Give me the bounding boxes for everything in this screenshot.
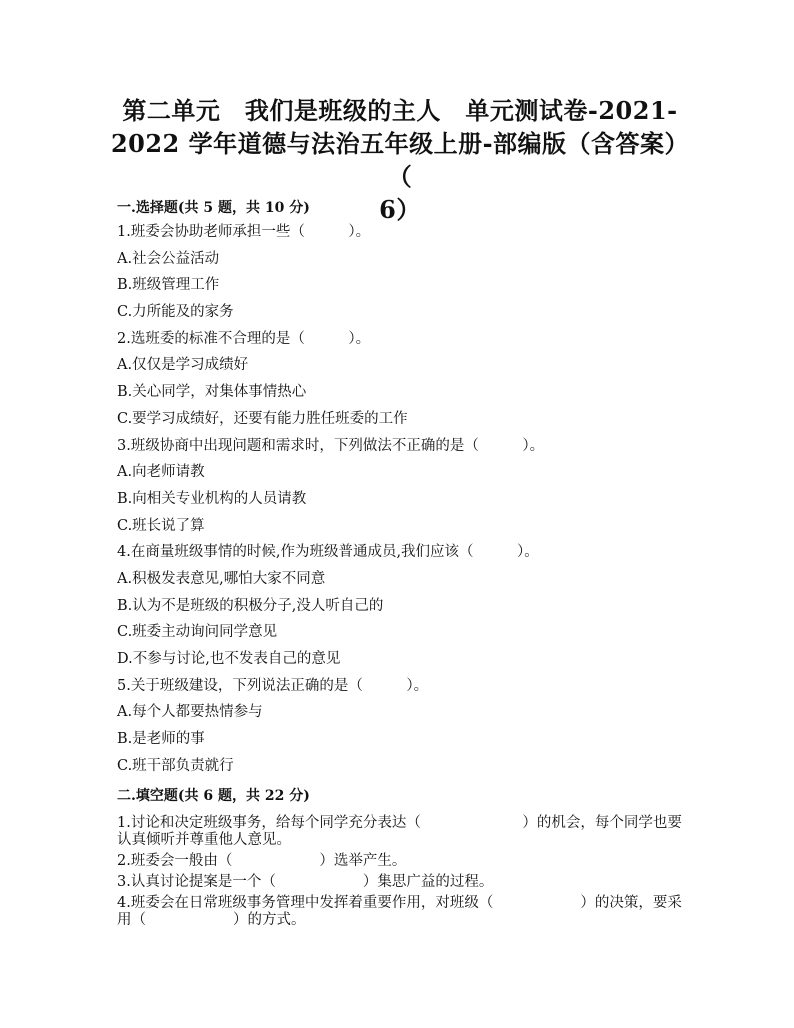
option: A.向老师请教 (117, 464, 205, 481)
option: A.每个人都要热情参与 (117, 704, 263, 721)
question-stem: 1.班委会协助老师承担一些（ ）。 (117, 224, 371, 240)
section-multiple-choice (117, 197, 687, 779)
question-5 (117, 673, 687, 780)
option: C.班干部负责就行 (117, 757, 234, 774)
title-line-1: 第二单元 我们是班级的主人 单元测试卷-2021- (122, 96, 678, 125)
option: C.要学习成绩好，还要有能力胜任班委的工作 (117, 410, 408, 427)
fill-item-4: 4.班委会在日常班级事务管理中发挥着重要作用，对班级（ ）的决策，要采用（ ）的方式。 (117, 895, 682, 929)
option: B.班级管理工作 (117, 277, 220, 294)
fill-item-3: 3.认真讨论提案是一个（ ）集思广益的过程。 (117, 874, 494, 891)
option: A.仅仅是学习成绩好 (117, 357, 249, 374)
option: C.力所能及的家务 (117, 304, 234, 321)
option: A.积极发表意见,哪怕大家不同意 (117, 570, 326, 587)
option: D.不参与讨论,也不发表自己的意见 (117, 651, 341, 667)
question-3 (117, 433, 687, 540)
question-2 (117, 326, 687, 433)
option: C.班长说了算 (117, 517, 205, 534)
question-stem: 2.选班委的标准不合理的是（ ）。 (117, 330, 371, 347)
section-heading: 一.选择题(共 5 题，共 10 分) (117, 200, 310, 216)
document-body (117, 197, 687, 933)
option: C.班委主动询问同学意见 (117, 624, 278, 641)
fill-item-1: 1.讨论和决定班级事务，给每个同学充分表达（ ）的机会，每个同学也要认真倾听并尊重他人意见。 (117, 815, 682, 849)
question-stem: 5.关于班级建设，下列说法正确的是（ ）。 (117, 677, 429, 694)
option: B.认为不是班级的积极分子,没人听自己的 (117, 597, 384, 614)
question-1 (117, 219, 687, 326)
question-4 (117, 539, 687, 672)
option: B.是老师的事 (117, 731, 205, 748)
option: B.关心同学，对集体事情热心 (117, 384, 307, 401)
title-line-3: 6） (379, 195, 421, 224)
option: A.社会公益活动 (117, 250, 220, 267)
option: B.向相关专业机构的人员请教 (117, 490, 307, 507)
title-line-2: 2022 学年道德与法治五年级上册-部编版（含答案）（ (110, 129, 690, 191)
question-stem: 4.在商量班级事情的时候,作为班级普通成员,我们应该（ ）。 (117, 544, 539, 561)
section-fill-in-blank (117, 785, 687, 929)
section-heading: 二.填空题(共 6 题，共 22 分) (117, 788, 310, 805)
fill-item-2: 2.班委会一般由（ ）选举产生。 (117, 853, 407, 870)
question-stem: 3.班级协商中出现问题和需求时，下列做法不正确的是（ ）。 (117, 437, 545, 454)
